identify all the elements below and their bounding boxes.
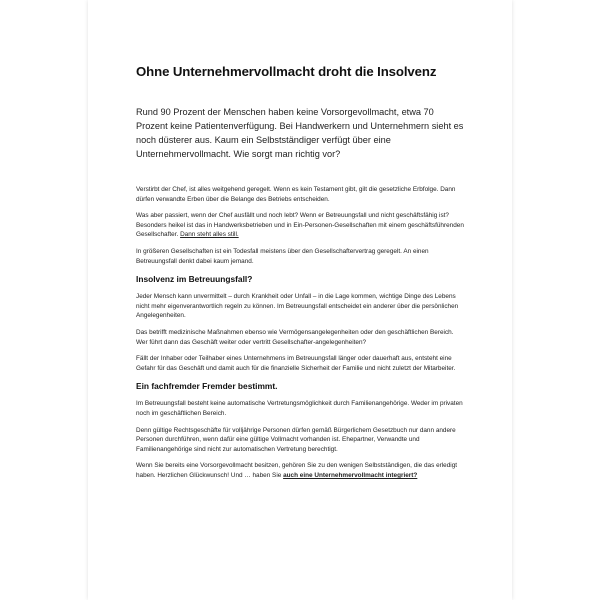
paragraph-7: Im Betreuungsfall besteht keine automatische Vertretungsmöglichkeit durch Familienangehörige. Weder im privaten noch im geschäftlichen Bereich. [136,400,463,417]
lead-paragraph: Rund 90 Prozent der Menschen haben keine Vorsorgevollmacht, etwa 70 Prozent keine Patientenverfügung. Bei Handwerkern und Unternehmern sieht es noch düsterer aus. Kaum ein Selbstständiger verfügt über eine Unternehmervollmacht. Wie sorgt man richtig vor? [136,107,464,159]
article-body [136,185,466,480]
paragraph-3: In größeren Gesellschaften ist ein Todesfall meistens über den Gesellschaftervertrag geregelt. An einen Betreuungsfall denkt dabei kaum jemand. [136,247,429,265]
paragraph-9-text: Wenn Sie bereits eine Vorsorgevollmacht besitzen, gehören Sie zu den wenigen Selbstständigen, die das erledigt haben. Herzlichen Glückwunsch! Und … haben Sie [136,462,458,479]
document-page [88,0,512,600]
paragraph-2-text: Was aber passiert, wenn der Chef ausfällt und noch lebt? Wenn er Betreuungsfall und nicht geschäftsfähig ist? Besonders heikel ist das in Handwerksbetrieben und in Ein-Personen-Gesellschaften mit einem geschäftsführenden Gesellschafter. [136,212,464,239]
paragraph-4: Jeder Mensch kann unvermittelt – durch Krankheit oder Unfall – in die Lage kommen, wichtige Dinge des Lebens nicht mehr eigenverantwortlich regeln zu können. Im Betreuungsfall entscheidet ein anderer über die persönlichen Angelegenheiten. [136,293,459,320]
still-link[interactable]: Dann steht alles still. [180,231,239,239]
section-heading-insolvency: Insolvenz im Betreuungsfall? [136,274,253,285]
paragraph-5: Das betrifft medizinische Maßnahmen ebenso wie Vermögensangelegenheiten oder den geschäftlichen Bereich. Wer führt dann das Geschäft weiter oder vertritt Gesellschafter-angelegenheiten? [136,328,454,346]
paragraph-6: Fällt der Inhaber oder Teilhaber eines Unternehmens im Betreuungsfall länger oder dauerhaft aus, entsteht eine Gefahr für das Geschäft und damit auch für die finanzielle Sicherheit der Familie und nicht zuletzt der Mitarbeiter. [136,355,456,372]
paragraph-2 [136,211,466,240]
page-title: Ohne Unternehmervollmacht droht die Insolvenz [136,64,437,79]
unternehmervollmacht-link[interactable]: auch eine Unternehmervollmacht integriert? [283,471,418,479]
section-heading-stranger: Ein fachfremder Fremder bestimmt. [136,381,278,392]
document-content [136,64,466,487]
paragraph-8: Denn gültige Rechtsgeschäfte für volljährige Personen dürfen gemäß Bürgerlichem Gesetzbuch nur dann andere Personen durchführen, wenn dafür eine gültige Vollmacht vorhanden ist. Ehepartner, Verwandte und Familienangehörige sind nicht zur automatischen Vertretung berechtigt. [136,426,456,453]
paragraph-9 [136,461,466,480]
paragraph-1: Verstirbt der Chef, ist alles weitgehend geregelt. Wenn es kein Testament gibt, gilt die gesetzliche Erbfolge. Dann dürfen verwandte Erben über die Belange des Betriebs entscheiden. [136,186,456,203]
